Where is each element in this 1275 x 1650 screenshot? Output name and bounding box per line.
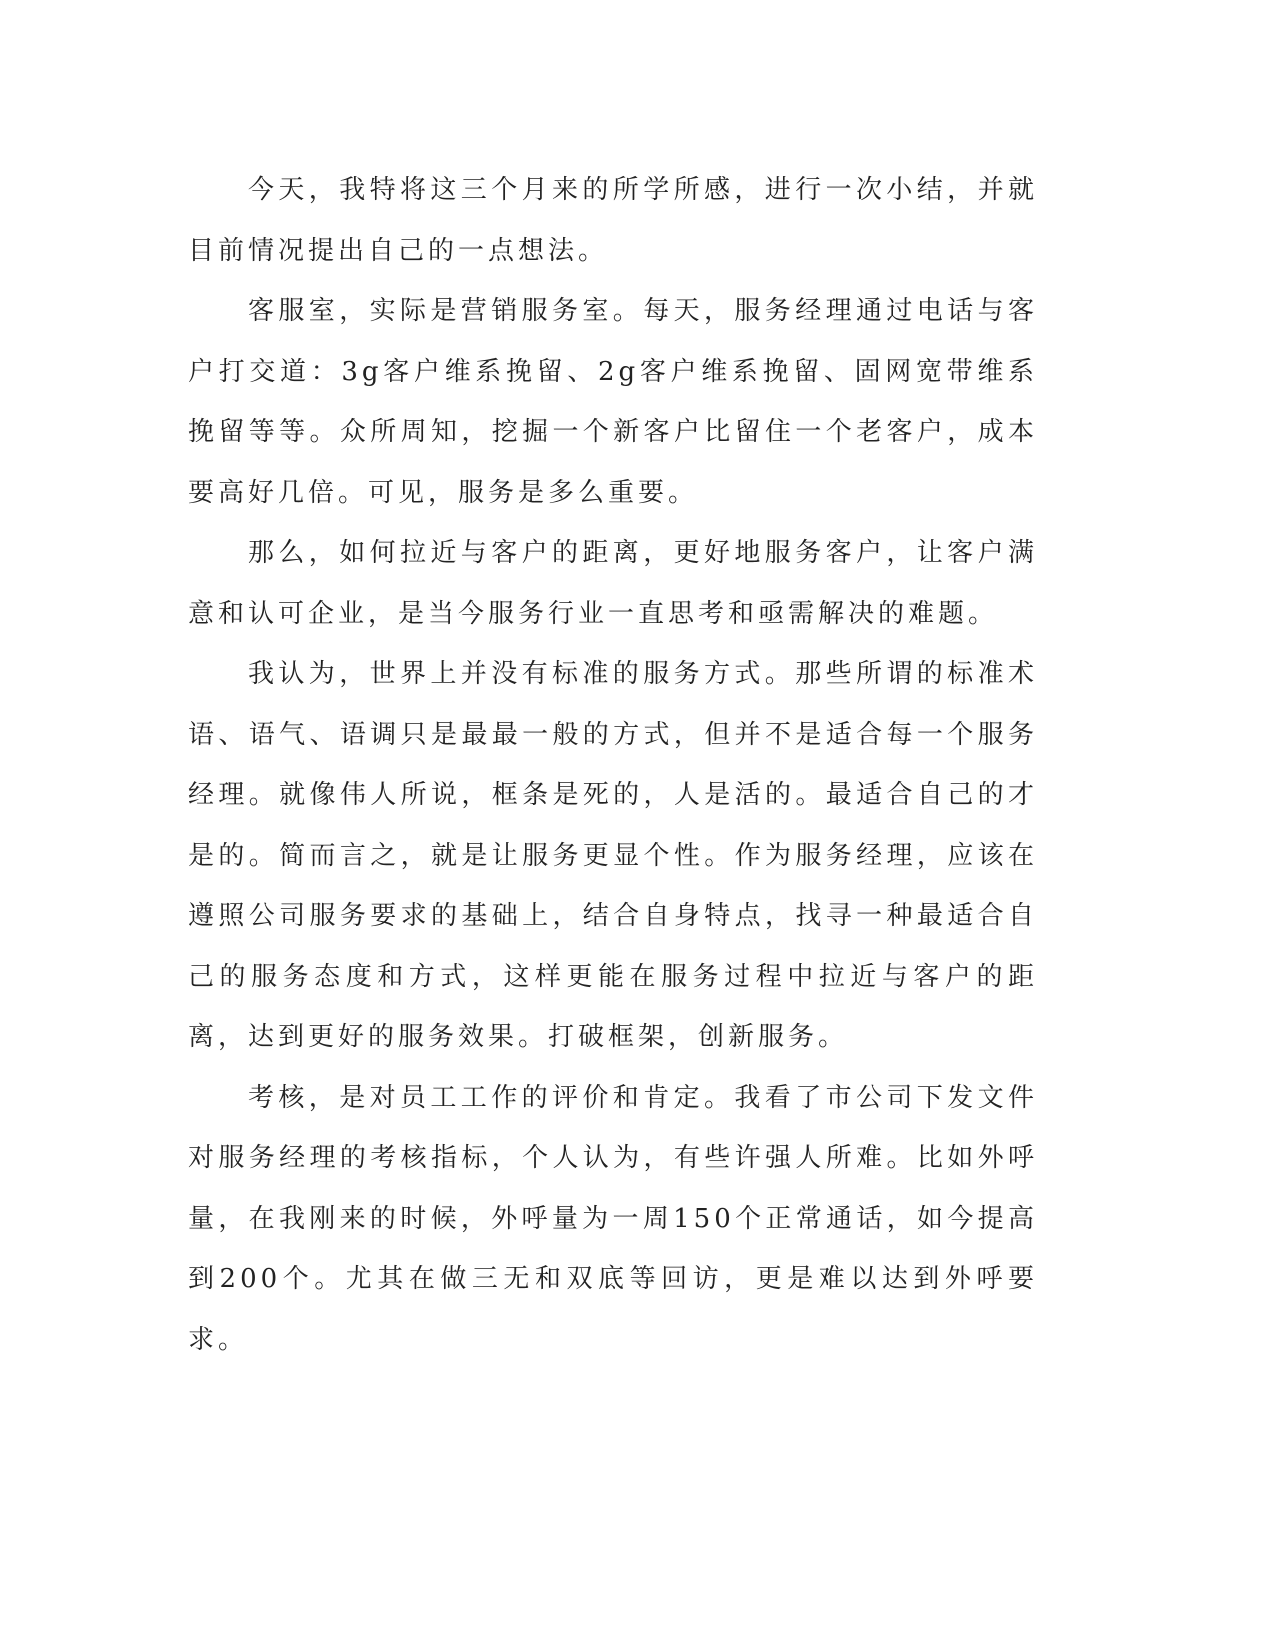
paragraph-assessment: 考核，是对员工工作的评价和肯定。我看了市公司下发文件对服务经理的考核指标，个人认为，有些许强人所难。比如外呼量，在我刚来的时候，外呼量为一周150个正常通话，如今提高到200个。尤其在做三无和双底等回访，更是难以达到外呼要求。 — [188, 1082, 1038, 1355]
paragraph-service-style: 我认为，世界上并没有标准的服务方式。那些所谓的标准术语、语气、语调只是最最一般的方式，但并不是适合每一个服务经理。就像伟人所说，框条是死的，人是活的。最适合自己的才是的。简而言之，就是让服务更显个性。作为服务经理，应该在遵照公司服务要求的基础上，结合自身特点，找寻一种最适合自己的服务态度和方式，这样更能在服务过程中拉近与客户的距离，达到更好的服务效果。打破框架，创新服务。 — [188, 659, 1038, 1052]
document-body — [188, 160, 1038, 1370]
paragraph-customer-distance: 那么，如何拉近与客户的距离，更好地服务客户，让客户满意和认可企业，是当今服务行业一直思考和亟需解决的难题。 — [188, 538, 1038, 629]
paragraph-summary-intro: 今天，我特将这三个月来的所学所感，进行一次小结，并就目前情况提出自己的一点想法。 — [188, 175, 1038, 266]
paragraph-customer-service-room: 客服室，实际是营销服务室。每天，服务经理通过电话与客户打交道：3g客户维系挽留、2g客户维系挽留、固网宽带维系挽留等等。众所周知，挖掘一个新客户比留住一个老客户，成本要高好几倍。可见，服务是多么重要。 — [188, 296, 1038, 508]
